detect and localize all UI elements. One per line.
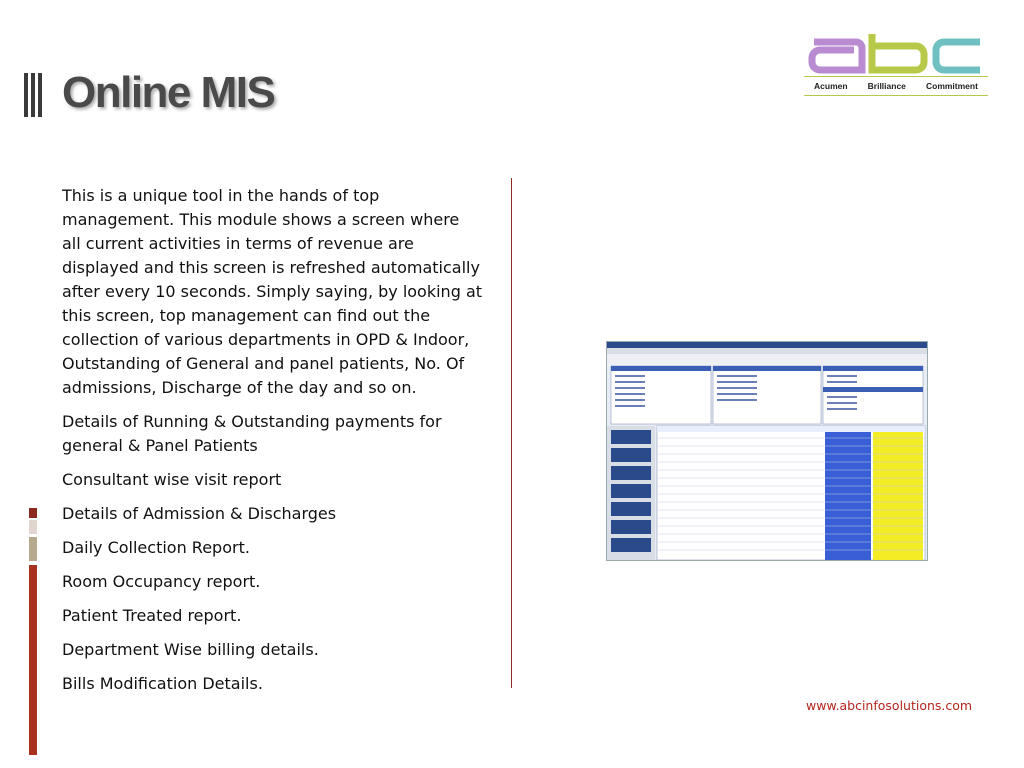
- page-title: Online MIS: [62, 68, 275, 117]
- feature-item: Bills Modification Details.: [62, 674, 263, 693]
- feature-item: Consultant wise visit report: [62, 470, 282, 489]
- company-logo: [804, 30, 988, 102]
- feature-item: Room Occupancy report.: [62, 572, 261, 591]
- website-link[interactable]: www.abcinfosolutions.com: [806, 698, 973, 713]
- feature-item: Department Wise billing details.: [62, 640, 319, 659]
- tagline-commitment: Commitment: [925, 81, 978, 91]
- abc-logo-icon: [804, 30, 988, 76]
- vertical-divider: [511, 178, 512, 688]
- feature-item: Daily Collection Report.: [62, 538, 250, 557]
- accent-bar: [29, 565, 37, 755]
- accent-bar: [29, 537, 37, 561]
- accent-bar: [29, 508, 37, 518]
- logo-tagline: [804, 76, 988, 96]
- feature-item: Patient Treated report.: [62, 606, 242, 625]
- feature-item: Details of Admission & Discharges: [62, 504, 337, 523]
- mis-screenshot-image: [606, 341, 928, 561]
- tagline-brilliance: Brilliance: [867, 81, 906, 91]
- accent-bar: [29, 520, 37, 534]
- mis-dashboard-illustration: [607, 342, 927, 560]
- title-decoration: [24, 73, 42, 117]
- tagline-acumen: Acumen: [814, 81, 848, 91]
- content-body: [62, 184, 482, 706]
- feature-item: Details of Running & Outstanding payments for general & Panel Patients: [62, 412, 442, 455]
- intro-paragraph: This is a unique tool in the hands of top management. This module shows a screen where all current activities in terms of revenue are displayed and this screen is refreshed automatically after every 10 seconds. Simply saying, by looking at this screen, top management can find out the collection of various departments in OPD & Indoor, Outstanding of General and panel patients, No. Of admissions, Discharge of the day and so on.: [62, 186, 483, 397]
